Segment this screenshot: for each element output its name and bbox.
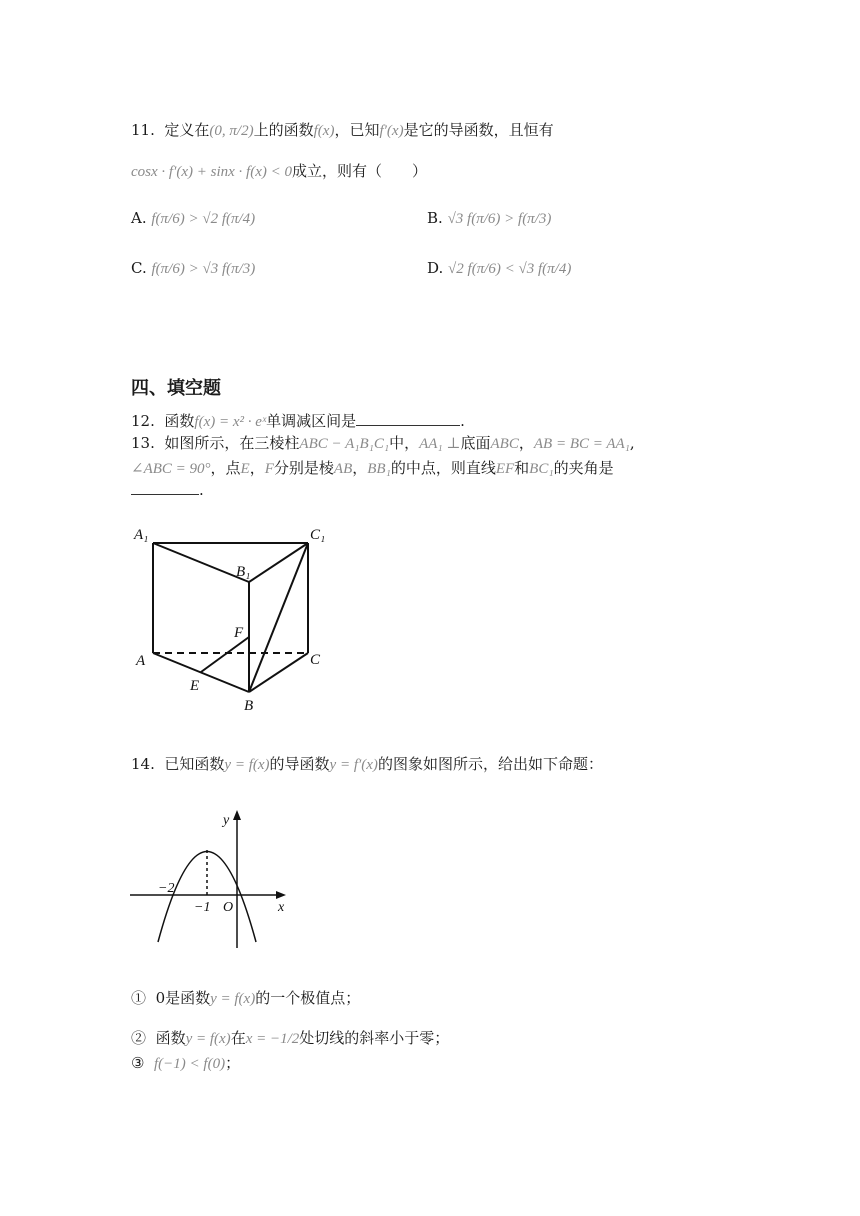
item-math: y = f(x): [210, 991, 256, 1007]
q11-interval: (0, π/2): [209, 123, 254, 139]
q11-fpx: f′(x): [379, 123, 404, 139]
item-text: 处切线的斜率小于零；: [299, 1029, 450, 1047]
item-text: 的一个极值点；: [255, 989, 361, 1007]
q12-number: 12.: [131, 412, 155, 430]
q13-bb1: BB₁: [367, 461, 391, 477]
q14-y1: y = f(x): [224, 757, 270, 773]
q11-option-b[interactable]: [427, 207, 551, 230]
item-text: 函数: [155, 1029, 186, 1047]
q11-option-c[interactable]: [131, 257, 255, 280]
label-b: B: [244, 698, 254, 714]
q12-line: [131, 410, 465, 433]
q14-y2: y = f′(x): [329, 757, 378, 773]
q12-text: 函数: [164, 412, 195, 430]
q13-text: 中，: [389, 434, 420, 452]
option-label: D.: [427, 259, 444, 277]
graph-tick-neg1: −1: [194, 900, 211, 915]
q13-text: ，: [249, 459, 265, 477]
q11-number: 11.: [131, 121, 155, 139]
q14-text: 已知函数: [164, 755, 225, 773]
q13-abc: ABC: [490, 436, 519, 452]
q12-end: .: [460, 412, 465, 430]
option-label: C.: [131, 259, 147, 277]
q13-text: 和: [514, 459, 530, 477]
q11-text: ，已知: [334, 121, 380, 139]
q13-text: 分别是棱: [273, 459, 334, 477]
q14-line1: [131, 753, 603, 776]
q14-number: 14.: [131, 755, 155, 773]
q14-item-2: [131, 1027, 449, 1050]
q13-text: ，: [352, 459, 368, 477]
label-a1: A₁: [134, 527, 149, 543]
label-e: E: [190, 678, 200, 694]
item-text: 在: [230, 1029, 246, 1047]
item-mark: ①: [131, 989, 147, 1007]
graph-x-label: x: [278, 900, 285, 915]
graph-tick-neg2: −2: [158, 881, 175, 896]
q13-text: ，: [518, 434, 534, 452]
q14-item-1: [131, 987, 360, 1010]
option-expr: √3 f(π/6) > f(π/3): [447, 211, 552, 227]
q11-inequality: cosx · f′(x) + sinx · f(x) < 0: [131, 164, 292, 180]
item-mark: ③: [131, 1054, 145, 1072]
item-math: f(−1) < f(0): [154, 1056, 226, 1072]
q13-number: 13.: [131, 434, 155, 452]
q13-aa1: AA₁ ⊥: [419, 436, 461, 452]
q11-line2: [131, 160, 427, 183]
q13-text: 的夹角是: [553, 459, 614, 477]
q13-text: ，点: [210, 459, 241, 477]
derivative-graph: [128, 808, 298, 953]
label-c1: C₁: [310, 527, 326, 543]
section-heading: 四、填空题: [131, 378, 221, 399]
q11-text: 成立，则有（ ）: [291, 162, 427, 180]
option-label: A.: [131, 209, 147, 227]
q13-bc1: BC₁: [529, 461, 554, 477]
item-mark: ②: [131, 1029, 147, 1047]
label-a: A: [136, 653, 146, 669]
option-expr: √2 f(π/6) < √3 f(π/4): [448, 261, 572, 277]
q11-fx: f(x): [313, 123, 335, 139]
option-expr: f(π/6) > √2 f(π/4): [151, 211, 256, 227]
q13-prism: ABC − A₁B₁C₁: [299, 436, 390, 452]
q13-line2: [131, 457, 614, 480]
q13-line3: [131, 479, 204, 501]
label-b1: B₁: [236, 564, 251, 580]
item-text: ；: [225, 1054, 241, 1072]
item-math: x = −1/2: [245, 1031, 300, 1047]
q13-line1: [131, 432, 635, 455]
label-f: F: [234, 625, 244, 641]
graph-origin-label: O: [223, 900, 234, 915]
q14-text: 的图象如图所示，给出如下命题：: [377, 755, 603, 773]
q13-equal: AB = BC = AA₁: [533, 436, 630, 452]
q13-answer-blank[interactable]: [131, 480, 199, 495]
q13-ef: EF: [495, 461, 515, 477]
q11-text: 上的函数: [253, 121, 314, 139]
q13-ab: AB: [333, 461, 353, 477]
q12-answer-blank[interactable]: [356, 411, 460, 426]
option-expr: f(π/6) > √3 f(π/3): [151, 261, 256, 277]
q13-text: 如图所示，在三棱柱: [164, 434, 300, 452]
q11-text: 是它的导函数，且恒有: [403, 121, 554, 139]
q14-item-3: [131, 1052, 240, 1075]
label-c: C: [310, 652, 321, 668]
graph-y-label: y: [223, 813, 230, 828]
q13-f: F: [264, 461, 274, 477]
q13-angle: ∠ABC = 90°: [131, 461, 211, 477]
option-label: B.: [427, 209, 443, 227]
q13-end: .: [199, 481, 204, 499]
prism-figure: [128, 522, 338, 717]
q13-text: ,: [629, 434, 635, 452]
q11-option-a[interactable]: [131, 207, 255, 230]
q13-text: 底面: [460, 434, 491, 452]
q11-text: 定义在: [164, 121, 210, 139]
item-text: 0是函数: [155, 989, 211, 1007]
q13-e: E: [240, 461, 250, 477]
q11-line1: [131, 119, 554, 142]
q12-func: f(x) = x² · eˣ: [194, 414, 267, 430]
q12-text: 单调减区间是: [266, 412, 357, 430]
q14-text: 的导函数: [269, 755, 330, 773]
q13-text: 的中点，则直线: [390, 459, 496, 477]
q11-option-d[interactable]: [427, 257, 571, 280]
item-math: y = f(x): [185, 1031, 231, 1047]
